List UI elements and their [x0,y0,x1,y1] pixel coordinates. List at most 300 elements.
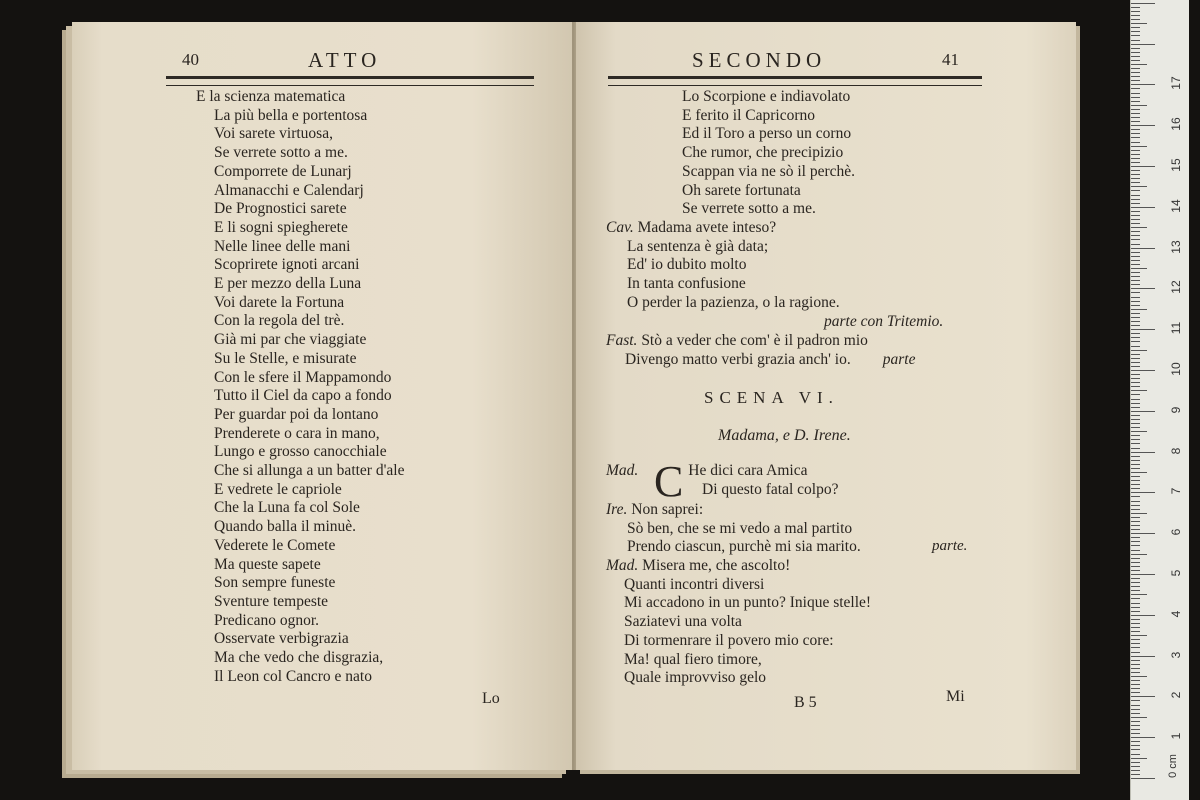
ruler-tick [1131,117,1140,118]
ruler-tick [1131,190,1140,191]
right-verse-line: E ferito il Capricorno [682,106,815,124]
ruler-tick [1131,272,1140,273]
ruler-tick [1131,72,1140,73]
left-verse-line: Sventure tempeste [214,592,329,610]
mad2-line: Mi accadono in un punto? Inique stelle! [624,594,872,612]
ruler-tick [1131,439,1140,440]
ruler-tick [1131,129,1140,130]
left-verse-line: E vedrete le capriole [214,480,342,498]
ruler-tick [1131,288,1155,289]
mad2-line: Di tormenrare il povero mio core: [624,631,834,649]
left-verse-line: Osservate verbigrazia [214,630,349,648]
ruler-tick [1131,529,1140,530]
ruler-tick [1131,713,1140,714]
ruler-tick [1131,166,1155,167]
ruler-tick [1131,525,1140,526]
left-page-number: 40 [182,50,199,69]
open-book [58,18,1078,778]
mad-speech-2 [606,557,871,688]
ruler-tick [1131,598,1140,599]
ruler-tick [1131,709,1140,710]
ruler-tick [1131,301,1140,302]
ruler-tick [1131,684,1140,685]
ruler-tick [1131,297,1140,298]
ruler-number: 7 [1169,488,1183,495]
ruler-tick [1131,754,1140,755]
cav-line: O perder la pazienza, o la ragione. [627,293,840,311]
ruler-tick [1131,244,1140,245]
ruler-tick [1131,44,1155,45]
ruler-tick [1131,207,1155,208]
ruler-tick [1131,325,1140,326]
left-verse-line: Voi sarete virtuosa, [214,125,333,143]
right-head-word: SECONDO [692,48,827,72]
ruler-tick [1131,162,1140,163]
left-verse-line: Ma che vedo che disgrazia, [214,649,384,667]
ruler-tick [1131,170,1140,171]
ruler-number: 6 [1169,528,1183,536]
ruler-tick [1131,448,1140,449]
ruler-tick [1131,558,1140,559]
ruler-tick [1131,154,1140,155]
mad-line-first: He dici cara Amica [688,462,808,479]
left-verse-line: Nelle linee delle mani [214,237,351,255]
ruler-tick [1131,627,1140,628]
ruler-tick [1131,27,1140,28]
ruler-tick [1131,480,1140,481]
ruler-tick [1131,321,1140,322]
left-verse-line: Son sempre funeste [214,574,336,592]
ruler-tick [1131,774,1140,775]
left-verse-line: E per mezzo della Luna [214,275,362,293]
right-page-number: 41 [942,50,959,69]
ruler-number: 9 [1169,406,1183,414]
ruler-tick [1131,337,1140,338]
ire-line: Sò ben, che se mi vedo a mal partito [627,519,853,537]
ruler-tick [1131,501,1140,502]
ruler-tick [1131,125,1155,126]
ruler-tick [1131,656,1155,657]
right-verse-line: Se verrete sotto a me. [682,200,816,218]
ruler-number: 4 [1169,610,1183,618]
right-verse-line: Scappan via ne sò il perchè. [682,162,856,180]
ruler-tick [1131,64,1147,65]
ruler-tick [1131,611,1140,612]
ruler-number: 13 [1169,239,1183,254]
ruler-tick [1131,672,1140,673]
ruler-tick [1131,227,1147,228]
ruler-tick [1131,158,1140,159]
ruler-tick [1131,40,1140,41]
left-verse-line: Tutto il Ciel da capo a fondo [214,387,392,405]
fast-line-first: Stò a veder che com' è il padron mio [641,332,868,349]
ruler-tick [1131,68,1140,69]
ruler-tick [1131,717,1147,718]
ruler-tick [1131,329,1155,330]
right-verse-line: Che rumor, che precipizio [682,144,844,162]
ruler-tick [1131,443,1140,444]
ruler-tick [1131,137,1140,138]
ruler-tick [1131,411,1155,412]
ruler-tick [1131,178,1140,179]
ruler-tick [1131,56,1140,57]
ruler-tick [1131,113,1140,114]
ruler-tick [1131,745,1140,746]
ruler-tick [1131,505,1140,506]
ruler-tick [1131,676,1147,677]
cav-lines [606,238,943,313]
ruler-tick [1131,607,1140,608]
ruler-tick [1131,264,1140,265]
ruler-tick [1131,109,1140,110]
mad2-line: Quanti incontri diversi [624,575,765,593]
ruler-tick [1131,492,1155,493]
ruler-number: 5 [1169,569,1183,577]
right-head-rule [608,76,982,86]
ruler-tick [1131,11,1140,12]
ruler-tick [1131,186,1147,187]
ruler-tick [1131,652,1140,653]
ruler-tick [1131,231,1140,232]
ruler-number: 1 [1169,732,1183,740]
ruler-tick [1131,19,1140,20]
ruler-tick [1131,256,1140,257]
ruler-tick [1131,305,1140,306]
ruler-tick [1131,219,1140,220]
left-verse-line: E li sogni spiegherete [214,218,348,236]
ruler-tick [1131,688,1140,689]
ruler-tick [1131,729,1140,730]
ruler-tick [1131,696,1155,697]
mad-speech-1 [606,462,838,499]
left-verse-line: Vederete le Comete [214,536,336,554]
left-verse-line: Scoprirete ignoti arcani [214,256,360,274]
ruler-tick [1131,643,1140,644]
ruler-tick [1131,399,1140,400]
ruler-tick [1131,537,1140,538]
left-verse-line: Che si allunga a un batter d'ale [214,462,405,480]
ruler-tick [1131,423,1140,424]
ruler-tick [1131,700,1140,701]
left-verse-line: De Prognostici sarete [214,200,347,218]
ruler-tick [1131,223,1140,224]
ruler-tick [1131,203,1140,204]
ruler-tick [1131,7,1140,8]
ruler-tick [1131,705,1140,706]
mad2-line: Ma! qual fiero timore, [624,650,762,668]
left-verse-line: Con le sfere il Mappamondo [214,368,392,386]
left-verse-line: Lungo e grosso canocchiale [214,443,387,461]
cav-stage-direction: parte con Tritemio. [824,312,944,330]
ruler-tick [1131,435,1140,436]
ruler-tick [1131,317,1140,318]
ruler-tick [1131,647,1140,648]
ruler-tick [1131,195,1140,196]
speaker-cav: Cav. [606,219,634,236]
ruler-tick [1131,541,1140,542]
cav-line: Ed' io dubito molto [627,256,747,274]
mad-line-second: Di questo fatal colpo? [702,480,839,498]
ruler-tick [1131,105,1147,106]
ruler-tick [1131,88,1140,89]
cav-line: In tanta confusione [627,275,746,293]
drop-cap: C [654,457,684,506]
ruler-tick [1131,84,1155,85]
ruler-tick [1131,778,1155,779]
ruler-number: 14 [1169,199,1183,213]
ruler-tick [1131,468,1140,469]
fast-speech [606,332,915,369]
ire-speech [606,501,861,557]
ire-lines [606,520,861,557]
ruler-tick [1131,394,1140,395]
right-page [576,22,1076,770]
ruler-tick [1131,76,1140,77]
ruler-tick [1131,292,1140,293]
speaker-ire: Ire. [606,501,628,518]
ruler-tick [1131,668,1140,669]
ruler-tick [1131,15,1140,16]
ruler-tick [1131,762,1140,763]
ruler-number: 16 [1169,117,1183,131]
ruler-tick [1131,749,1140,750]
ruler-tick [1131,766,1140,767]
ruler-tick [1131,284,1140,285]
ruler-number: 2 [1169,692,1183,699]
left-verse-line: Su le Stelle, e misurate [214,349,357,367]
ruler-tick [1131,464,1140,465]
ruler-tick [1131,101,1140,102]
ruler-number: 12 [1169,280,1183,295]
ire-stage-direction: parte. [932,538,968,554]
mad2-line: Quale improvviso gelo [624,669,767,687]
left-verse-block [196,88,405,687]
ruler-tick [1131,174,1140,175]
left-verse-line: La più bella e portentosa [214,106,368,124]
scene-title: SCENA VI. [704,388,839,407]
ruler-tick [1131,603,1140,604]
ruler-number: 3 [1169,651,1183,658]
measurement-ruler [1130,0,1189,800]
ruler-tick [1131,362,1140,363]
left-page [72,22,572,770]
ruler-tick [1131,550,1140,551]
ruler-number: 8 [1169,447,1183,454]
ruler-tick [1131,533,1155,534]
mad2-lines [606,576,871,688]
ruler-tick [1131,309,1147,310]
ruler-unit: 0 cm [1166,754,1179,778]
ruler-tick [1131,484,1140,485]
left-head-rule [166,76,534,86]
ruler-tick [1131,133,1140,134]
ruler-tick [1131,419,1140,420]
right-verse-block-a [682,88,855,219]
ruler-tick [1131,97,1140,98]
ruler-tick [1131,268,1147,269]
ruler-tick [1131,121,1140,122]
ruler-tick [1131,35,1140,36]
cav-line: La sentenza è già data; [627,237,769,255]
ruler-tick [1131,354,1140,355]
ruler-tick [1131,252,1140,253]
ire-line-first: Non saprei: [631,501,704,518]
left-verse-line: Se verrete sotto a me. [214,144,348,162]
ruler-number: 11 [1169,321,1183,335]
right-verse-line: Ed il Toro a perso un corno [682,125,852,143]
scene-persons: Madama, e D. Irene. [718,427,851,444]
ruler-tick [1131,517,1140,518]
ruler-tick [1131,386,1140,387]
left-verse-line: E la scienza matematica [196,88,346,105]
ruler-number: 10 [1169,362,1183,376]
left-verse-line: Per guardar poi da lontano [214,405,379,423]
left-verse-line: Il Leon col Cancro e nato [214,667,372,685]
ruler-tick [1131,280,1140,281]
ruler-tick [1131,93,1140,94]
right-verse-line: Oh sarete fortunata [682,181,801,199]
ruler-tick [1131,770,1140,771]
ruler-tick [1131,350,1147,351]
ruler-tick [1131,150,1140,151]
mad2-line-first: Misera me, che ascolto! [642,557,791,574]
left-verse-line: Prenderete o cara in mano, [214,424,380,442]
left-verse-line: Almanacchi e Calendarj [214,181,364,199]
ruler-tick [1131,403,1140,404]
left-verse-line: Predicano ognor. [214,611,320,629]
ruler-tick [1131,456,1140,457]
ruler-tick [1131,692,1140,693]
ruler-tick [1131,639,1140,640]
ruler-tick [1131,733,1140,734]
ruler-tick [1131,23,1147,24]
right-verse-line: Lo Scorpione e indiavolato [682,88,851,105]
mad2-line: Saziatevi una volta [624,613,742,631]
ruler-tick [1131,545,1140,546]
ruler-tick [1131,142,1140,143]
ruler-tick [1131,382,1140,383]
left-catchword: Lo [482,690,500,707]
ruler-tick [1131,260,1140,261]
ruler-tick [1131,182,1140,183]
ruler-tick [1131,725,1140,726]
ruler-tick [1131,635,1147,636]
left-verse-line: Che la Luna fa col Sole [214,499,360,517]
ruler-tick [1131,276,1140,277]
ruler-tick [1131,619,1140,620]
right-catchword: Mi [946,688,965,705]
left-verse-line: Comporrete de Lunarj [214,162,352,180]
ruler-tick [1131,60,1140,61]
ruler-tick [1131,31,1140,32]
ruler-tick [1131,366,1140,367]
ruler-tick [1131,741,1140,742]
ruler-tick [1131,199,1140,200]
ruler-tick [1131,211,1140,212]
left-verse-line: Già mi par che viaggiate [214,331,367,349]
ruler-tick [1131,378,1140,379]
right-running-head [576,46,1076,76]
ruler-tick [1131,721,1140,722]
ruler-tick [1131,358,1140,359]
ruler-tick [1131,578,1140,579]
ruler-tick [1131,513,1147,514]
ruler-tick [1131,586,1140,587]
ruler-tick [1131,52,1140,53]
left-verse-line: Quando balla il minuè. [214,518,357,536]
ruler-tick [1131,370,1155,371]
ruler-tick [1131,562,1140,563]
ruler-tick [1131,215,1140,216]
ruler-tick [1131,582,1140,583]
cav-speech [606,219,943,331]
ruler-tick [1131,476,1140,477]
ruler-tick [1131,574,1155,575]
left-verse-line: Voi darete la Fortuna [214,293,345,311]
fast-stage-direction: parte [882,350,916,368]
speaker-mad-2: Mad. [606,557,639,574]
left-head-word: ATTO [308,48,382,72]
ruler-tick [1131,590,1140,591]
ruler-tick [1131,737,1155,738]
ruler-tick [1131,80,1140,81]
ruler-tick [1131,554,1147,555]
ruler-tick [1131,235,1140,236]
ruler-tick [1131,615,1155,616]
ruler-tick [1131,415,1140,416]
ruler-tick [1131,758,1147,759]
ruler-tick [1131,631,1140,632]
cav-line-first: Madama avete inteso? [637,219,777,236]
ire-line: Prendo ciascun, purchè mi sia marito. [627,538,861,556]
ruler-tick [1131,239,1140,240]
ruler-tick [1131,146,1147,147]
ruler-tick [1131,664,1140,665]
ruler-number: 15 [1169,158,1183,172]
left-verse-line: Ma queste sapete [214,555,321,573]
ruler-tick [1131,341,1140,342]
ruler-tick [1131,472,1147,473]
ruler-tick [1131,488,1140,489]
ruler-tick [1131,570,1140,571]
speaker-fast: Fast. [606,332,638,349]
ruler-tick [1131,623,1140,624]
ruler-tick [1131,452,1155,453]
ruler-tick [1131,431,1147,432]
left-running-head [72,46,572,76]
ruler-tick [1131,521,1140,522]
ruler-tick [1131,496,1140,497]
ruler-tick [1131,346,1140,347]
ruler-tick [1131,566,1140,567]
ruler-tick [1131,374,1140,375]
left-verse-line: Con la regola del trè. [214,312,345,330]
ruler-tick [1131,594,1147,595]
fast-line-second: Divengo matto verbi grazia anch' io. [625,350,851,368]
ruler-tick [1131,333,1140,334]
ruler-tick [1131,3,1155,4]
ruler-tick [1131,407,1140,408]
ruler-tick [1131,313,1140,314]
ruler-tick [1131,509,1140,510]
signature-mark: B 5 [794,694,817,711]
ruler-tick [1131,680,1140,681]
ruler-tick [1131,427,1140,428]
speaker-mad-1: Mad. [606,462,639,479]
ruler-number: 17 [1169,76,1183,91]
ruler-tick [1131,248,1155,249]
ruler-tick [1131,660,1140,661]
